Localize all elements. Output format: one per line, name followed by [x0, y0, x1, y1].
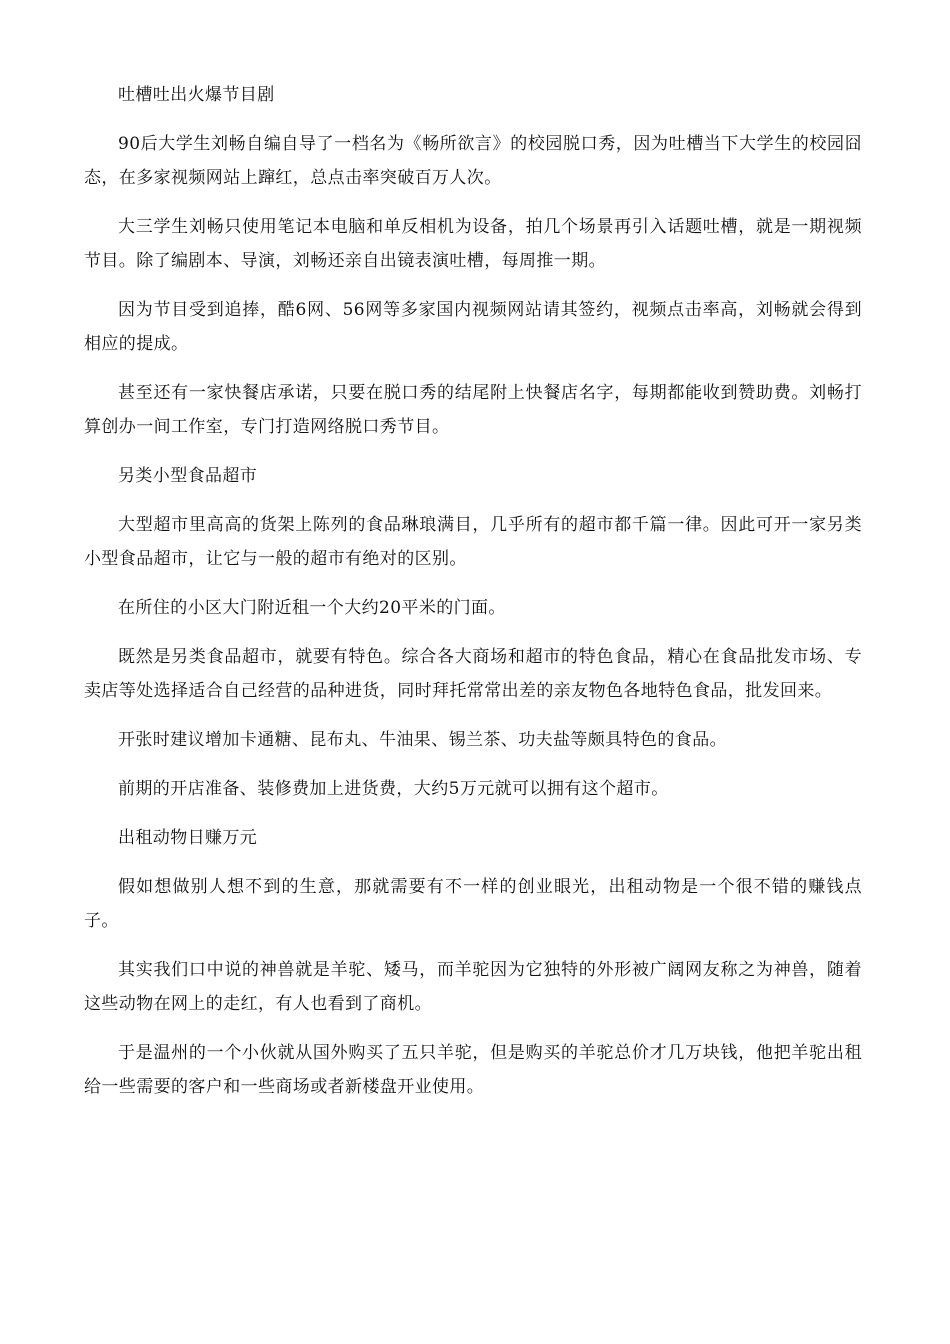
paragraph: 既然是另类食品超市，就要有特色。综合各大商场和超市的特色食品，精心在食品批发市场、专卖店等处选择适合自己经营的品种进货，同时拜托常常出差的亲友物色各地特色食品，批发回来。 — [84, 647, 862, 701]
document-body — [84, 78, 862, 1119]
paragraph: 甚至还有一家快餐店承诺，只要在脱口秀的结尾附上快餐店名字，每期都能收到赞助费。刘畅打算创办一间工作室，专门打造网络脱口秀节目。 — [84, 383, 862, 437]
section-heading-animal-rental: 出租动物日赚万元 — [118, 828, 258, 848]
paragraph: 假如想做别人想不到的生意，那就需要有不一样的创业眼光，出租动物是一个很不错的赚钱点子。 — [84, 877, 862, 931]
paragraph: 于是温州的一个小伙就从国外购买了五只羊驼，但是购买的羊驼总价才几万块钱，他把羊驼出租给一些需要的客户和一些商场或者新楼盘开业使用。 — [84, 1043, 862, 1097]
paragraph: 90后大学生刘畅自编自导了一档名为《畅所欲言》的校园脱口秀，因为吐槽当下大学生的校园囧态，在多家视频网站上蹿红，总点击率突破百万人次。 — [84, 134, 862, 188]
paragraph: 其实我们口中说的神兽就是羊驼、矮马，而羊驼因为它独特的外形被广阔网友称之为神兽，随着这些动物在网上的走红，有人也看到了商机。 — [84, 960, 862, 1014]
paragraph: 在所住的小区大门附近租一个大约20平米的门面。 — [118, 598, 506, 618]
section-heading-talkshow: 吐槽吐出火爆节目剧 — [118, 85, 275, 105]
paragraph: 前期的开店准备、装修费加上进货费，大约5万元就可以拥有这个超市。 — [118, 779, 669, 799]
paragraph: 因为节目受到追捧，酷6网、56网等多家国内视频网站请其签约，视频点击率高，刘畅就会得到相应的提成。 — [84, 300, 862, 354]
section-heading-supermarket: 另类小型食品超市 — [118, 466, 258, 486]
paragraph: 大三学生刘畅只使用笔记本电脑和单反相机为设备，拍几个场景再引入话题吐槽，就是一期视频节目。除了编剧本、导演，刘畅还亲自出镜表演吐槽，每周推一期。 — [84, 217, 862, 271]
paragraph: 开张时建议增加卡通糖、昆布丸、牛油果、锡兰茶、功夫盐等颇具特色的食品。 — [118, 730, 727, 750]
paragraph: 大型超市里高高的货架上陈列的食品琳琅满目，几乎所有的超市都千篇一律。因此可开一家另类小型食品超市，让它与一般的超市有绝对的区别。 — [84, 515, 862, 569]
